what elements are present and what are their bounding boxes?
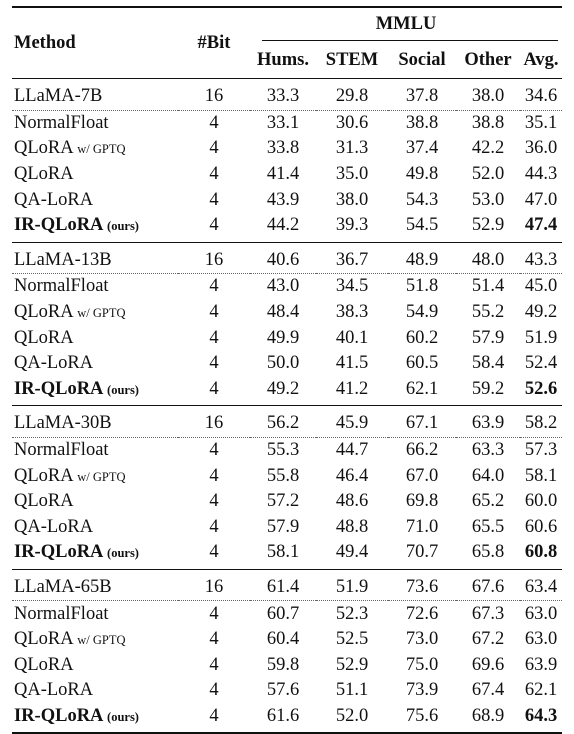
method-note: (ours) <box>107 219 139 234</box>
avg-cell: 58.1 <box>524 465 558 486</box>
social-cell: 72.6 <box>405 603 439 624</box>
stem-cell: 34.5 <box>335 276 369 297</box>
avg-cell: 52.6 <box>520 377 562 406</box>
mmlu-header-rule <box>262 40 558 41</box>
other-cell: 53.0 <box>471 189 505 210</box>
hums-cell: 57.2 <box>266 491 300 512</box>
table-header <box>12 7 562 79</box>
avg-cell: 45.0 <box>524 276 558 297</box>
method-name: QLoRA <box>14 465 73 486</box>
bit-cell: 4 <box>209 164 219 185</box>
other-cell: 63.9 <box>456 406 520 438</box>
other-column-header: Other <box>464 49 512 70</box>
stem-cell: 51.9 <box>316 569 388 601</box>
bit-column-header: #Bit <box>197 32 231 53</box>
stem-cell: 31.3 <box>335 138 369 159</box>
method-note: (ours) <box>107 382 139 397</box>
method-cell <box>12 325 178 351</box>
social-cell: 60.5 <box>405 353 439 374</box>
table-row <box>12 187 562 213</box>
mmlu-header-label: MMLU <box>375 14 437 34</box>
method-cell <box>12 627 178 653</box>
avg-cell: 58.2 <box>520 406 562 438</box>
method-note: (ours) <box>107 546 139 561</box>
method-cell <box>12 678 178 704</box>
hums-cell: 48.4 <box>266 302 300 323</box>
stem-cell: 29.8 <box>316 79 388 111</box>
hums-cell: 55.8 <box>266 465 300 486</box>
social-column-header: Social <box>398 49 446 70</box>
table-row <box>12 601 562 627</box>
method-cell <box>12 136 178 162</box>
table-row <box>12 136 562 162</box>
method-name: QLoRA <box>14 327 74 348</box>
method-cell <box>12 437 178 463</box>
hums-cell: 43.9 <box>266 189 300 210</box>
stem-cell: 40.1 <box>335 327 369 348</box>
method-name: LLaMA-13B <box>14 249 112 270</box>
stem-cell: 48.6 <box>335 491 369 512</box>
table-row <box>12 627 562 653</box>
stem-cell: 51.1 <box>335 680 369 701</box>
method-name: LLaMA-65B <box>14 576 112 597</box>
other-cell: 65.5 <box>471 516 505 537</box>
method-note: w/ GPTQ <box>77 142 126 157</box>
results-table <box>12 6 562 734</box>
bit-cell: 4 <box>209 302 219 323</box>
table-body <box>12 79 562 734</box>
table-row <box>12 678 562 704</box>
bit-cell: 4 <box>178 213 250 242</box>
method-cell <box>12 79 178 111</box>
method-name: QLoRA <box>14 491 74 512</box>
bit-cell: 4 <box>209 680 219 701</box>
avg-cell: 44.3 <box>524 164 558 185</box>
social-cell: 75.6 <box>388 704 456 734</box>
hums-cell: 41.4 <box>266 164 300 185</box>
other-cell: 67.6 <box>456 569 520 601</box>
social-cell: 37.4 <box>405 138 439 159</box>
bit-cell: 4 <box>209 516 219 537</box>
table-row <box>12 515 562 541</box>
stem-cell: 52.5 <box>335 629 369 650</box>
avg-cell: 63.0 <box>524 603 558 624</box>
hums-cell: 33.1 <box>266 112 300 133</box>
table-row <box>12 325 562 351</box>
table-row <box>12 652 562 678</box>
stem-cell: 48.8 <box>335 516 369 537</box>
social-cell: 54.9 <box>405 302 439 323</box>
avg-cell: 35.1 <box>524 112 558 133</box>
hums-cell: 50.0 <box>266 353 300 374</box>
method-name: QLoRA <box>14 302 73 323</box>
social-cell: 49.8 <box>405 164 439 185</box>
method-cell <box>12 704 178 734</box>
social-cell: 54.3 <box>405 189 439 210</box>
method-name: QLoRA <box>14 654 74 675</box>
stem-cell: 52.9 <box>335 654 369 675</box>
avg-cell: 63.0 <box>524 629 558 650</box>
avg-cell: 60.0 <box>524 491 558 512</box>
social-cell: 71.0 <box>405 516 439 537</box>
social-cell: 75.0 <box>405 654 439 675</box>
method-name: NormalFloat <box>14 603 109 624</box>
table-row <box>12 213 562 242</box>
method-cell <box>12 300 178 326</box>
method-cell <box>12 162 178 188</box>
method-cell <box>12 213 178 242</box>
avg-cell: 52.4 <box>524 353 558 374</box>
method-name: QLoRA <box>14 138 73 159</box>
avg-cell: 62.1 <box>524 680 558 701</box>
table-row <box>12 489 562 515</box>
social-cell: 62.1 <box>388 377 456 406</box>
method-name: IR-QLoRA <box>14 542 103 563</box>
table-row <box>12 351 562 377</box>
hums-cell: 55.3 <box>266 440 300 461</box>
method-column-header: Method <box>14 32 76 53</box>
hums-cell: 60.4 <box>266 629 300 650</box>
stem-cell: 39.3 <box>316 213 388 242</box>
avg-cell: 60.6 <box>524 516 558 537</box>
stem-cell: 52.3 <box>335 603 369 624</box>
avg-cell: 51.9 <box>524 327 558 348</box>
method-name: QA-LoRA <box>14 353 94 374</box>
stem-cell: 45.9 <box>316 406 388 438</box>
other-cell: 67.2 <box>471 629 505 650</box>
method-name: QA-LoRA <box>14 680 94 701</box>
other-cell: 65.2 <box>471 491 505 512</box>
other-cell: 58.4 <box>471 353 505 374</box>
social-cell: 48.9 <box>388 242 456 274</box>
method-cell <box>12 242 178 274</box>
other-cell: 55.2 <box>471 302 505 323</box>
avg-cell: 49.2 <box>524 302 558 323</box>
other-cell: 52.9 <box>456 213 520 242</box>
method-note: w/ GPTQ <box>77 469 126 484</box>
table-row <box>12 162 562 188</box>
bit-cell: 4 <box>178 377 250 406</box>
method-cell <box>12 406 178 438</box>
other-cell: 38.0 <box>456 79 520 111</box>
other-cell: 42.2 <box>471 138 505 159</box>
avg-cell: 63.4 <box>520 569 562 601</box>
table-row <box>12 79 562 111</box>
other-cell: 59.2 <box>456 377 520 406</box>
method-name: NormalFloat <box>14 276 109 297</box>
table-row <box>12 437 562 463</box>
method-cell <box>12 187 178 213</box>
other-cell: 48.0 <box>456 242 520 274</box>
avg-cell: 60.8 <box>520 540 562 569</box>
avg-cell: 47.4 <box>520 213 562 242</box>
avg-cell: 36.0 <box>524 138 558 159</box>
hums-cell: 60.7 <box>266 603 300 624</box>
bit-cell: 4 <box>209 112 219 133</box>
method-note: w/ GPTQ <box>77 633 126 648</box>
bit-cell: 4 <box>209 654 219 675</box>
stem-cell: 41.2 <box>316 377 388 406</box>
stem-cell: 38.0 <box>335 189 369 210</box>
stem-cell: 46.4 <box>335 465 369 486</box>
hums-cell: 33.8 <box>266 138 300 159</box>
method-cell <box>12 489 178 515</box>
bit-cell: 4 <box>209 353 219 374</box>
method-name: QLoRA <box>14 164 74 185</box>
bit-cell: 16 <box>178 79 250 111</box>
avg-cell: 47.0 <box>524 189 558 210</box>
bit-cell: 4 <box>209 327 219 348</box>
bit-cell: 16 <box>178 406 250 438</box>
stem-cell: 30.6 <box>335 112 369 133</box>
avg-cell: 57.3 <box>524 440 558 461</box>
stem-cell: 36.7 <box>316 242 388 274</box>
other-cell: 63.3 <box>471 440 505 461</box>
table-row <box>12 110 562 136</box>
table-row <box>12 406 562 438</box>
bit-cell: 4 <box>209 440 219 461</box>
hums-cell: 61.6 <box>250 704 316 734</box>
avg-cell: 64.3 <box>520 704 562 734</box>
method-name: LLaMA-7B <box>14 86 103 107</box>
social-cell: 67.1 <box>388 406 456 438</box>
method-name: IR-QLoRA <box>14 378 103 399</box>
bit-cell: 4 <box>178 704 250 734</box>
hums-cell: 61.4 <box>250 569 316 601</box>
hums-cell: 57.6 <box>266 680 300 701</box>
social-cell: 60.2 <box>405 327 439 348</box>
method-cell <box>12 463 178 489</box>
social-cell: 73.9 <box>405 680 439 701</box>
avg-cell: 63.9 <box>524 654 558 675</box>
method-cell <box>12 515 178 541</box>
social-cell: 67.0 <box>405 465 439 486</box>
method-cell <box>12 377 178 406</box>
other-cell: 57.9 <box>471 327 505 348</box>
table-row <box>12 242 562 274</box>
stem-cell: 41.5 <box>335 353 369 374</box>
other-cell: 67.3 <box>471 603 505 624</box>
social-cell: 66.2 <box>405 440 439 461</box>
method-name: IR-QLoRA <box>14 705 103 726</box>
method-cell <box>12 652 178 678</box>
stem-cell: 44.7 <box>335 440 369 461</box>
social-cell: 70.7 <box>388 540 456 569</box>
avg-cell: 34.6 <box>520 79 562 111</box>
method-cell <box>12 601 178 627</box>
method-name: QA-LoRA <box>14 516 94 537</box>
other-cell: 64.0 <box>471 465 505 486</box>
other-cell: 52.0 <box>471 164 505 185</box>
stem-cell: 52.0 <box>316 704 388 734</box>
bit-cell: 4 <box>209 189 219 210</box>
stem-cell: 38.3 <box>335 302 369 323</box>
method-name: NormalFloat <box>14 112 109 133</box>
other-cell: 68.9 <box>456 704 520 734</box>
mmlu-group-header <box>250 7 562 42</box>
social-cell: 51.8 <box>405 276 439 297</box>
method-name: LLaMA-30B <box>14 413 112 434</box>
table-row <box>12 569 562 601</box>
bit-cell: 16 <box>178 569 250 601</box>
avg-column-header: Avg. <box>523 49 559 70</box>
hums-cell: 44.2 <box>250 213 316 242</box>
table-row <box>12 540 562 569</box>
method-cell <box>12 351 178 377</box>
hums-cell: 40.6 <box>250 242 316 274</box>
method-cell <box>12 540 178 569</box>
method-note: (ours) <box>107 709 139 724</box>
table-row <box>12 377 562 406</box>
stem-cell: 49.4 <box>316 540 388 569</box>
social-cell: 54.5 <box>388 213 456 242</box>
hums-cell: 59.8 <box>266 654 300 675</box>
method-name: IR-QLoRA <box>14 215 103 236</box>
social-cell: 73.6 <box>388 569 456 601</box>
hums-cell: 49.9 <box>266 327 300 348</box>
table-row <box>12 274 562 300</box>
bit-cell: 4 <box>178 540 250 569</box>
bit-cell: 16 <box>178 242 250 274</box>
hums-cell: 56.2 <box>250 406 316 438</box>
method-note: w/ GPTQ <box>77 306 126 321</box>
table-row <box>12 300 562 326</box>
bit-cell: 4 <box>209 603 219 624</box>
method-cell <box>12 110 178 136</box>
hums-cell: 49.2 <box>250 377 316 406</box>
table-row <box>12 463 562 489</box>
avg-cell: 43.3 <box>520 242 562 274</box>
social-cell: 73.0 <box>405 629 439 650</box>
method-cell <box>12 274 178 300</box>
method-name: NormalFloat <box>14 440 109 461</box>
hums-column-header: Hums. <box>257 49 309 70</box>
bit-cell: 4 <box>209 491 219 512</box>
hums-cell: 43.0 <box>266 276 300 297</box>
other-cell: 67.4 <box>471 680 505 701</box>
stem-cell: 35.0 <box>335 164 369 185</box>
method-name: QA-LoRA <box>14 189 94 210</box>
bit-cell: 4 <box>209 276 219 297</box>
hums-cell: 57.9 <box>266 516 300 537</box>
bit-cell: 4 <box>209 465 219 486</box>
table-row <box>12 704 562 734</box>
method-name: QLoRA <box>14 629 73 650</box>
hums-cell: 58.1 <box>250 540 316 569</box>
bit-cell: 4 <box>209 138 219 159</box>
social-cell: 69.8 <box>405 491 439 512</box>
bit-cell: 4 <box>209 629 219 650</box>
method-cell <box>12 569 178 601</box>
other-cell: 65.8 <box>456 540 520 569</box>
other-cell: 69.6 <box>471 654 505 675</box>
other-cell: 38.8 <box>471 112 505 133</box>
social-cell: 37.8 <box>388 79 456 111</box>
hums-cell: 33.3 <box>250 79 316 111</box>
social-cell: 38.8 <box>405 112 439 133</box>
stem-column-header: STEM <box>325 49 379 70</box>
other-cell: 51.4 <box>471 276 505 297</box>
